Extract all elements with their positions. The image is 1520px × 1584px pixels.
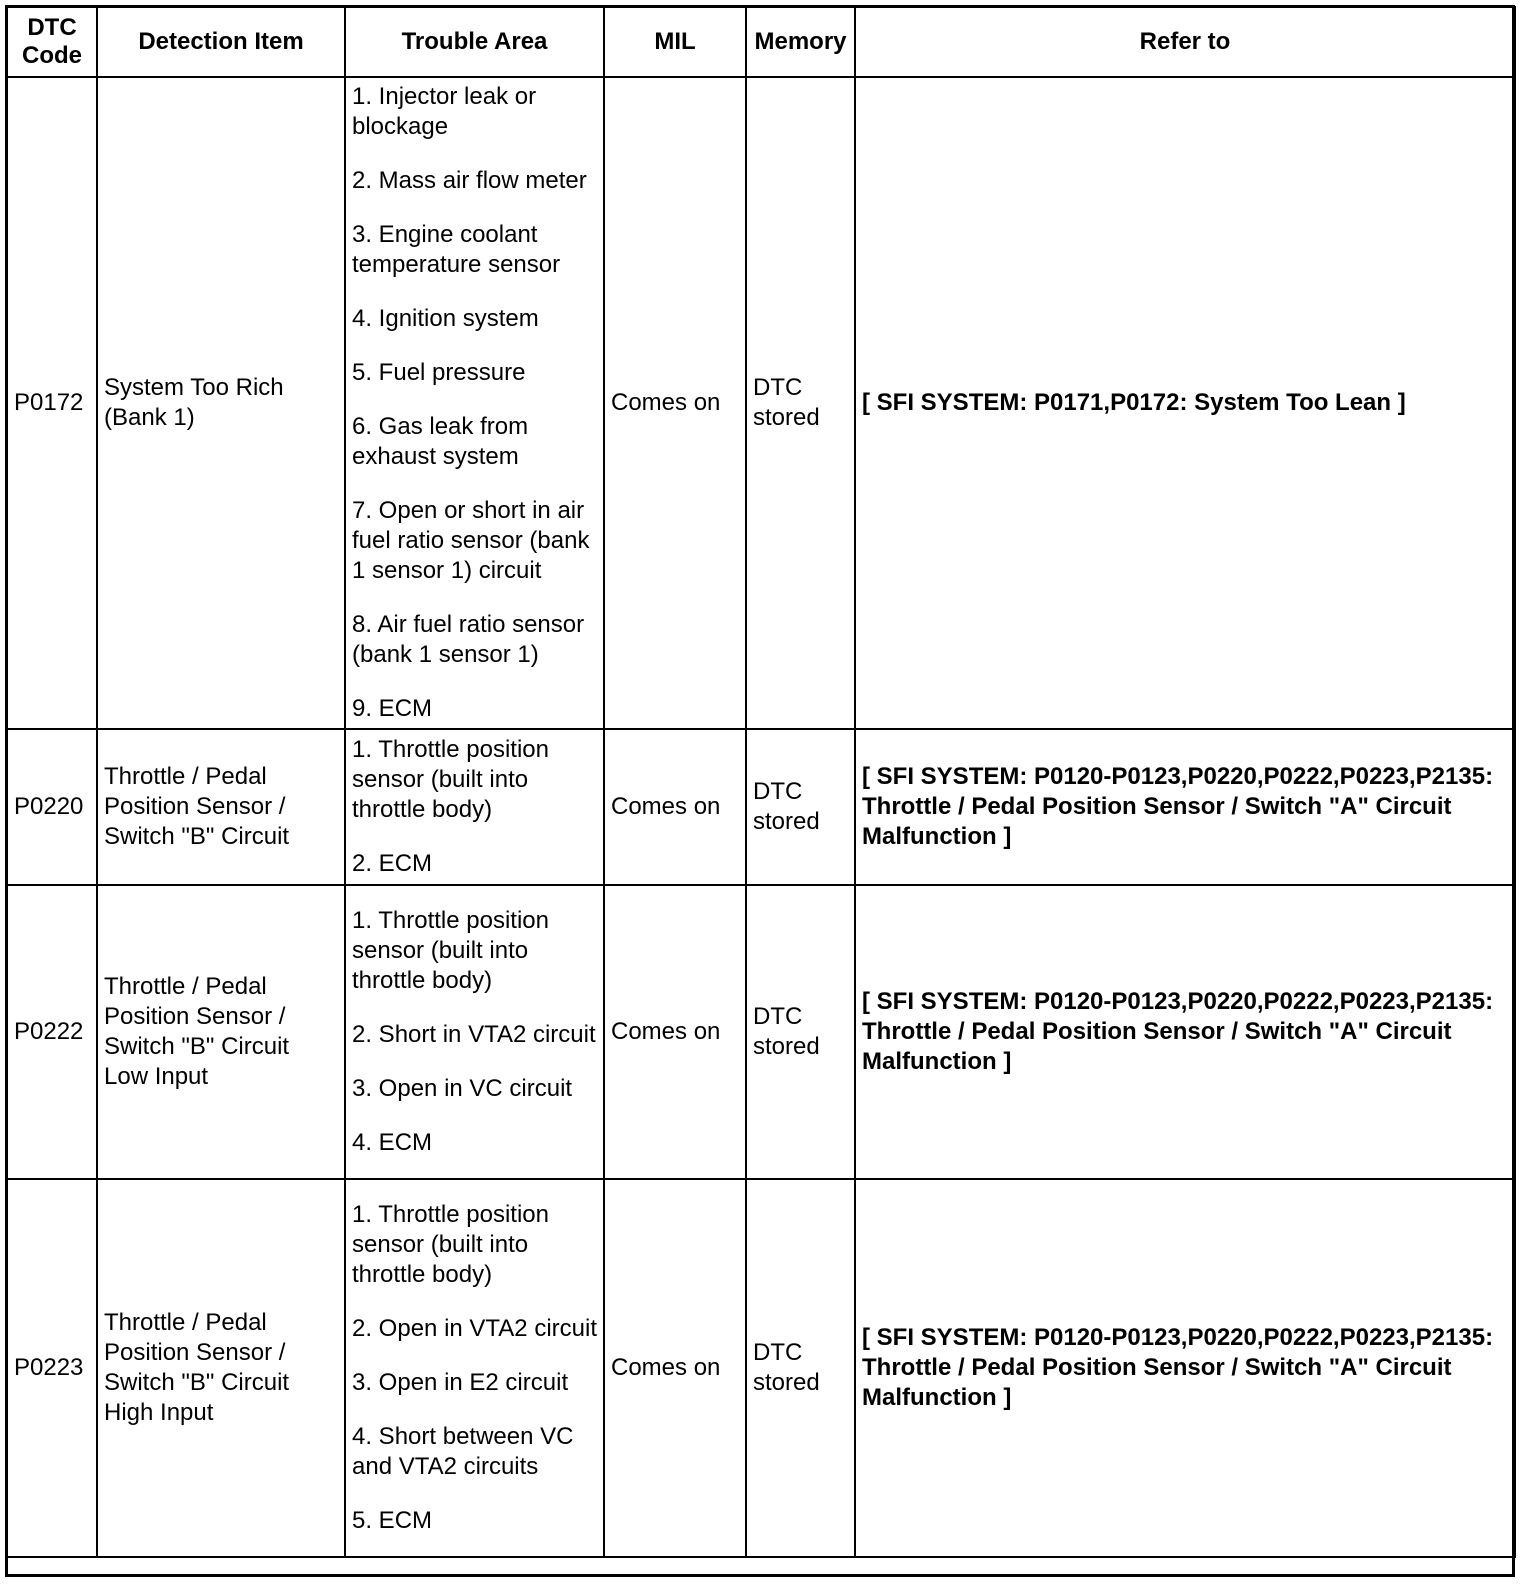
trouble-area-item: 4. Short between VC and VTA2 circuits: [352, 1423, 574, 1480]
trouble-area-item: 5. ECM: [352, 1507, 433, 1534]
mil-cell: Comes on: [604, 885, 746, 1179]
refer-to-cell: [ SFI SYSTEM: P0120-P0123,P0220,P0222,P0223,P2135: Throttle / Pedal Position Sensor / Switch "A" Circuit Malfunction ]: [855, 885, 1515, 1179]
trouble-area-item: 9. ECM: [352, 695, 433, 722]
dtc-code-cell: P0220: [7, 729, 97, 885]
header-trouble-area: Trouble Area: [345, 7, 604, 77]
trouble-area-item: 1. Injector leak or blockage: [352, 83, 537, 140]
table-body: [7, 77, 1515, 1557]
header-refer-to: Refer to: [855, 7, 1515, 77]
memory-cell: DTC stored: [746, 729, 855, 885]
trouble-area-item: 4. ECM: [352, 1129, 433, 1156]
trouble-area-item: 1. Throttle position sensor (built into throttle body): [352, 1201, 550, 1288]
trouble-area-item: 3. Engine coolant temperature sensor: [352, 221, 561, 278]
mil-cell: Comes on: [604, 77, 746, 729]
table-row: [7, 77, 1515, 729]
table-header: [7, 7, 1515, 77]
trouble-area-cell: [345, 729, 604, 885]
trouble-area-item: 2. Open in VTA2 circuit: [352, 1315, 597, 1342]
trouble-area-item: 6. Gas leak from exhaust system: [352, 413, 529, 470]
header-detection-item: Detection Item: [97, 7, 345, 77]
table-row: [7, 729, 1515, 885]
trouble-area-item: 7. Open or short in air fuel ratio sensor (bank 1 sensor 1) circuit: [352, 497, 590, 584]
header-dtc-code: DTC Code: [7, 7, 97, 77]
trouble-area-item: 3. Open in VC circuit: [352, 1075, 573, 1102]
trouble-area-item: 2. Short in VTA2 circuit: [352, 1021, 596, 1048]
trouble-area-cell: [345, 885, 604, 1179]
mil-cell: Comes on: [604, 729, 746, 885]
trouble-area-cell: [345, 77, 604, 729]
dtc-table: [6, 6, 1516, 1558]
dtc-code-cell: P0172: [7, 77, 97, 729]
trouble-area-item: 3. Open in E2 circuit: [352, 1369, 569, 1396]
trouble-area-item: 1. Throttle position sensor (built into throttle body): [352, 736, 550, 823]
refer-to-cell: [ SFI SYSTEM: P0120-P0123,P0220,P0222,P0223,P2135: Throttle / Pedal Position Sensor / Switch "A" Circuit Malfunction ]: [855, 1179, 1515, 1557]
refer-to-cell: [ SFI SYSTEM: P0120-P0123,P0220,P0222,P0223,P2135: Throttle / Pedal Position Sensor / Switch "A" Circuit Malfunction ]: [855, 729, 1515, 885]
header-memory: Memory: [746, 7, 855, 77]
dtc-code-cell: P0223: [7, 1179, 97, 1557]
detection-item-cell: System Too Rich (Bank 1): [97, 77, 345, 729]
detection-item-cell: Throttle / Pedal Position Sensor / Switch "B" Circuit High Input: [97, 1179, 345, 1557]
memory-cell: DTC stored: [746, 885, 855, 1179]
header-row: [7, 7, 1515, 77]
trouble-area-item: 2. Mass air flow meter: [352, 167, 587, 194]
memory-cell: DTC stored: [746, 1179, 855, 1557]
trouble-area-item: 2. ECM: [352, 850, 433, 877]
header-mil: MIL: [604, 7, 746, 77]
trouble-area-cell: [345, 1179, 604, 1557]
detection-item-cell: Throttle / Pedal Position Sensor / Switch "B" Circuit: [97, 729, 345, 885]
memory-cell: DTC stored: [746, 77, 855, 729]
trouble-area-item: 4. Ignition system: [352, 305, 539, 332]
trouble-area-item: 8. Air fuel ratio sensor (bank 1 sensor 1): [352, 611, 585, 668]
detection-item-cell: Throttle / Pedal Position Sensor / Switch "B" Circuit Low Input: [97, 885, 345, 1179]
table-row: [7, 1179, 1515, 1557]
trouble-area-item: 5. Fuel pressure: [352, 359, 526, 386]
table-row: [7, 885, 1515, 1179]
trouble-area-item: 1. Throttle position sensor (built into throttle body): [352, 907, 550, 994]
refer-to-cell: [ SFI SYSTEM: P0171,P0172: System Too Lean ]: [855, 77, 1515, 729]
mil-cell: Comes on: [604, 1179, 746, 1557]
dtc-code-cell: P0222: [7, 885, 97, 1179]
